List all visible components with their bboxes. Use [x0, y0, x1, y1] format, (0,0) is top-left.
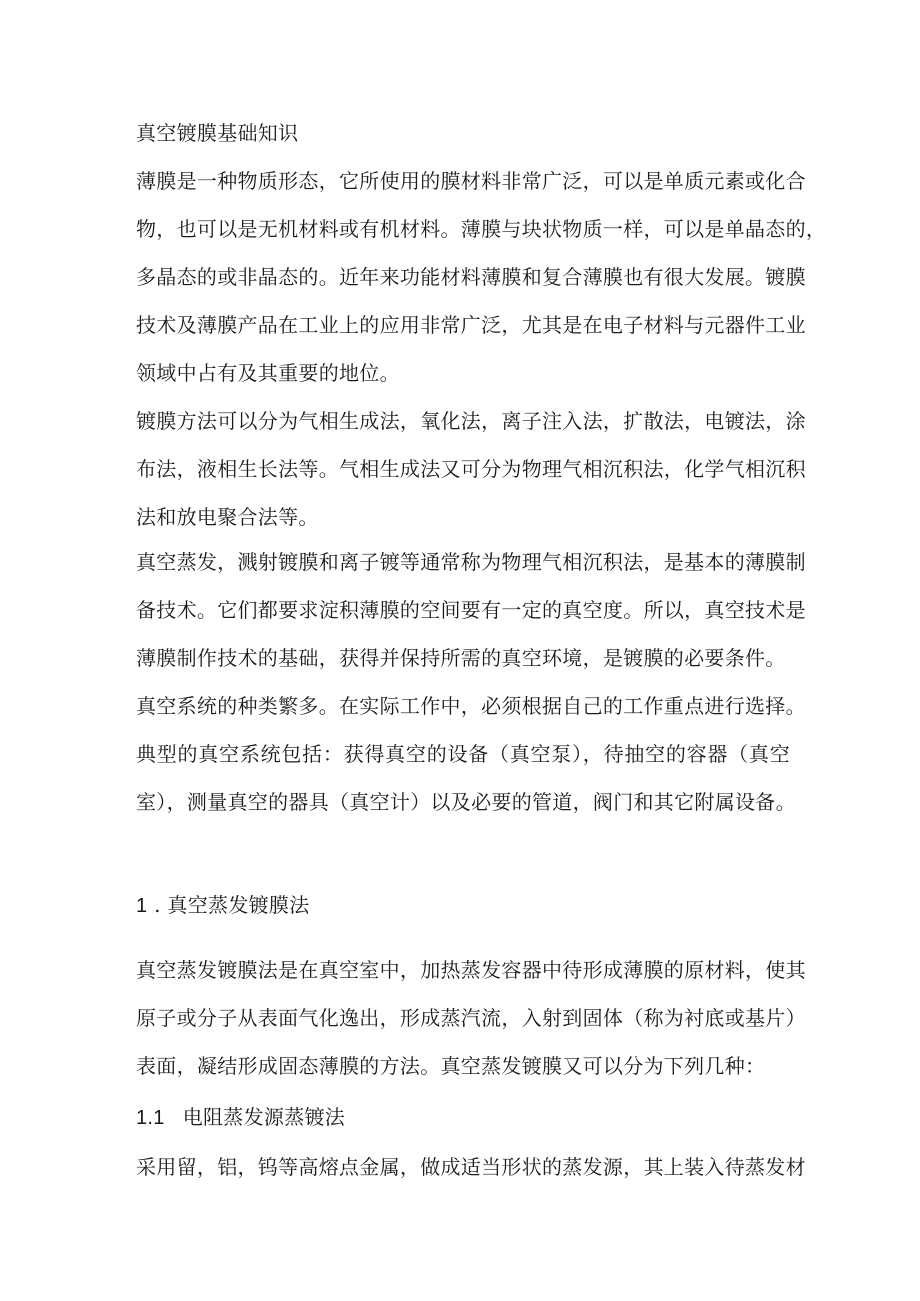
paragraph-1-line-3: 多晶态的或非晶态的。近年来功能材料薄膜和复合薄膜也有很大发展。镀膜 [136, 265, 806, 289]
paragraph-3-line-1: 真空蒸发，溅射镀膜和离子镀等通常称为物理气相沉积法，是基本的薄膜制 [136, 550, 806, 574]
paragraph-2-line-2: 布法，液相生长法等。气相生成法又可分为物理气相沉积法，化学气相沉积 [136, 457, 806, 481]
section-1-line-3: 表面，凝结形成固态薄膜的方法。真空蒸发镀膜又可以分为下列几种： [136, 1054, 766, 1078]
section-1-line-1: 真空蒸发镀膜法是在真空室中，加热蒸发容器中待形成薄膜的原材料，使其 [136, 958, 806, 982]
section-1-number: 1 [136, 895, 148, 917]
paragraph-1-line-2: 物，也可以是无机材料或有机材料。薄膜与块状物质一样，可以是单晶态的， [136, 217, 827, 241]
section-1-heading [136, 893, 310, 918]
paragraph-1-line-4: 技术及薄膜产品在工业上的应用非常广泛，尤其是在电子材料与元器件工业 [136, 313, 806, 337]
paragraph-2-line-1: 镀膜方法可以分为气相生成法，氧化法，离子注入法，扩散法，电镀法，涂 [136, 409, 806, 433]
paragraph-4-line-2: 典型的真空系统包括：获得真空的设备（真空泵），待抽空的容器（真空 [136, 742, 790, 766]
subsection-1-1-heading [136, 1105, 345, 1130]
paragraph-2-line-3: 法和放电聚合法等。 [136, 505, 319, 529]
paragraph-4-line-1: 真空系统的种类繁多。在实际工作中，必须根据自己的工作重点进行选择。 [136, 694, 806, 718]
subsection-1-1-line-1: 采用留，铝，钨等高熔点金属，做成适当形状的蒸发源，其上装入待蒸发材 [136, 1155, 806, 1179]
paragraph-1-line-1: 薄膜是一种物质形态，它所使用的膜材料非常广泛，可以是单质元素或化合 [136, 169, 806, 193]
paragraph-1-line-5: 领域中占有及其重要的地位。 [136, 361, 400, 385]
document-title: 真空镀膜基础知识 [136, 121, 299, 145]
section-1-line-2: 原子或分子从表面气化逸出，形成蒸汽流，入射到固体（称为衬底或基片） [136, 1006, 806, 1030]
section-1-title: . 真空蒸发镀膜法 [154, 893, 310, 917]
paragraph-3-line-3: 薄膜制作技术的基础，获得并保持所需的真空环境，是镀膜的必要条件。 [136, 646, 786, 670]
subsection-1-1-number: 1.1 [136, 1107, 165, 1129]
paragraph-3-line-2: 备技术。它们都要求淀积薄膜的空间要有一定的真空度。所以，真空技术是 [136, 598, 806, 622]
paragraph-4-line-3: 室），测量真空的器具（真空计）以及必要的管道，阀门和其它附属设备。 [136, 790, 796, 814]
subsection-1-1-title: 电阻蒸发源蒸镀法 [182, 1105, 346, 1129]
